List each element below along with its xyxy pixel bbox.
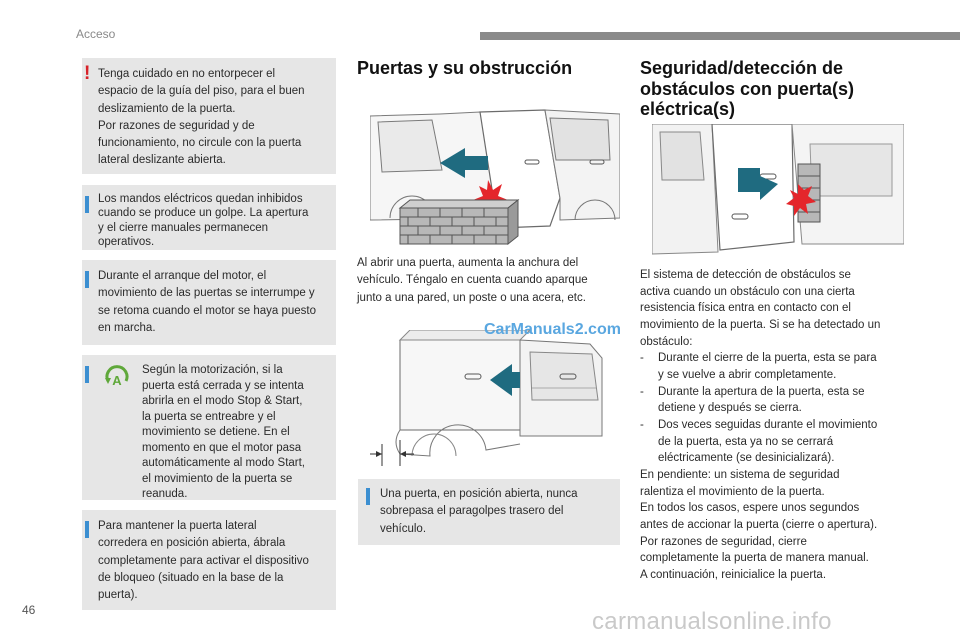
info-box-bumper — [358, 479, 620, 545]
obstacle-list — [640, 267, 910, 584]
info-icon — [85, 196, 89, 213]
door-wall-illustration — [370, 108, 620, 246]
door-bumper-illustration — [370, 330, 620, 468]
info-icon — [85, 521, 89, 538]
info-icon — [85, 271, 89, 288]
stop-start-icon — [102, 363, 132, 391]
info-box-lock — [82, 510, 336, 610]
section-heading-safety: Seguridad/detección de obstáculos con puerta(s) eléctrica(s) — [640, 58, 855, 120]
warning-box — [82, 58, 336, 174]
doors-paragraph: Al abrir una puerta, aumenta la anchura del vehículo. Téngalo en cuenta cuando aparque junto a una pared, un poste o una acera, etc. — [357, 257, 588, 304]
list-item: - Durante la apertura de la puerta, esta se detiene y después se cierra. — [640, 385, 865, 415]
watermark-text: CarManuals2.com — [484, 321, 621, 338]
svg-text:A: A — [112, 373, 122, 388]
list-item: - Durante el cierre de la puerta, esta se para y se vuelve a abrir completamente. — [640, 352, 877, 382]
info-text-engine-start: Durante el arranque del motor, el movimiento de las puertas se interrumpe y se retoma cuando el motor se haya puesto en marcha. — [98, 270, 316, 334]
warning-icon — [85, 69, 89, 86]
list-outro: En pendiente: un sistema de seguridad ralentiza el movimiento de la puerta. En todos los casos, espere unos segundos antes de accionar la puerta (cierre o apertura). Por razones de seguridad, cierre completamente la puerta de manera manual. A continuación, reinicialice la puerta. — [640, 469, 878, 582]
list-item: - Dos veces seguidas durante el movimiento de la puerta, esta ya no se cerrará eléctricamente (se desinicializará). — [640, 419, 878, 465]
info-box-impact — [82, 185, 336, 250]
info-icon — [366, 488, 370, 505]
list-intro: El sistema de detección de obstáculos se activa cuando un obstáculo con una cierta resistencia física entra en contacto con el movimiento de la puerta. Si se ha detectado un obstáculo: — [640, 269, 881, 348]
info-text-impact: Los mandos eléctricos quedan inhibidos cuando se produce un golpe. La apertura y el cierre manuales permanecen operativos. — [98, 193, 309, 249]
info-box-stop-start — [82, 355, 336, 500]
brick-wall — [400, 200, 518, 244]
info-icon — [85, 366, 89, 383]
info-text-lock: Para mantener la puerta lateral corredera en posición abierta, ábrala completamente para activar el dispositivo de bloqueo (situado en la base de la puerta). — [98, 520, 309, 601]
section-title: Acceso — [76, 27, 116, 41]
obstacle-detection-illustration — [652, 124, 904, 264]
page-number: 46 — [22, 603, 36, 617]
section-heading-doors: Puertas y su obstrucción — [357, 58, 573, 78]
info-text-stop-start: Según la motorización, si la puerta está cerrada y se intenta abrirla en el modo Stop & Start, la puerta se entreabre y el movimiento se detiene. En el momento en que el motor pasa automáticamente al modo Start, el movimiento de la puerta se reanuda. — [142, 364, 305, 501]
info-box-engine-start — [82, 260, 336, 345]
header-bar — [480, 32, 960, 40]
warning-text: Tenga cuidado en no entorpecer el espacio de la guía del piso, para el buen deslizamiento de la puerta. Por razones de seguridad y de funcionamiento, no circule con la puerta lateral deslizante abierta. — [98, 68, 305, 167]
info-text-bumper: Una puerta, en posición abierta, nunca sobrepasa el paragolpes trasero del vehículo. — [380, 488, 578, 535]
footer-watermark: carmanualsonline.info — [592, 608, 832, 635]
